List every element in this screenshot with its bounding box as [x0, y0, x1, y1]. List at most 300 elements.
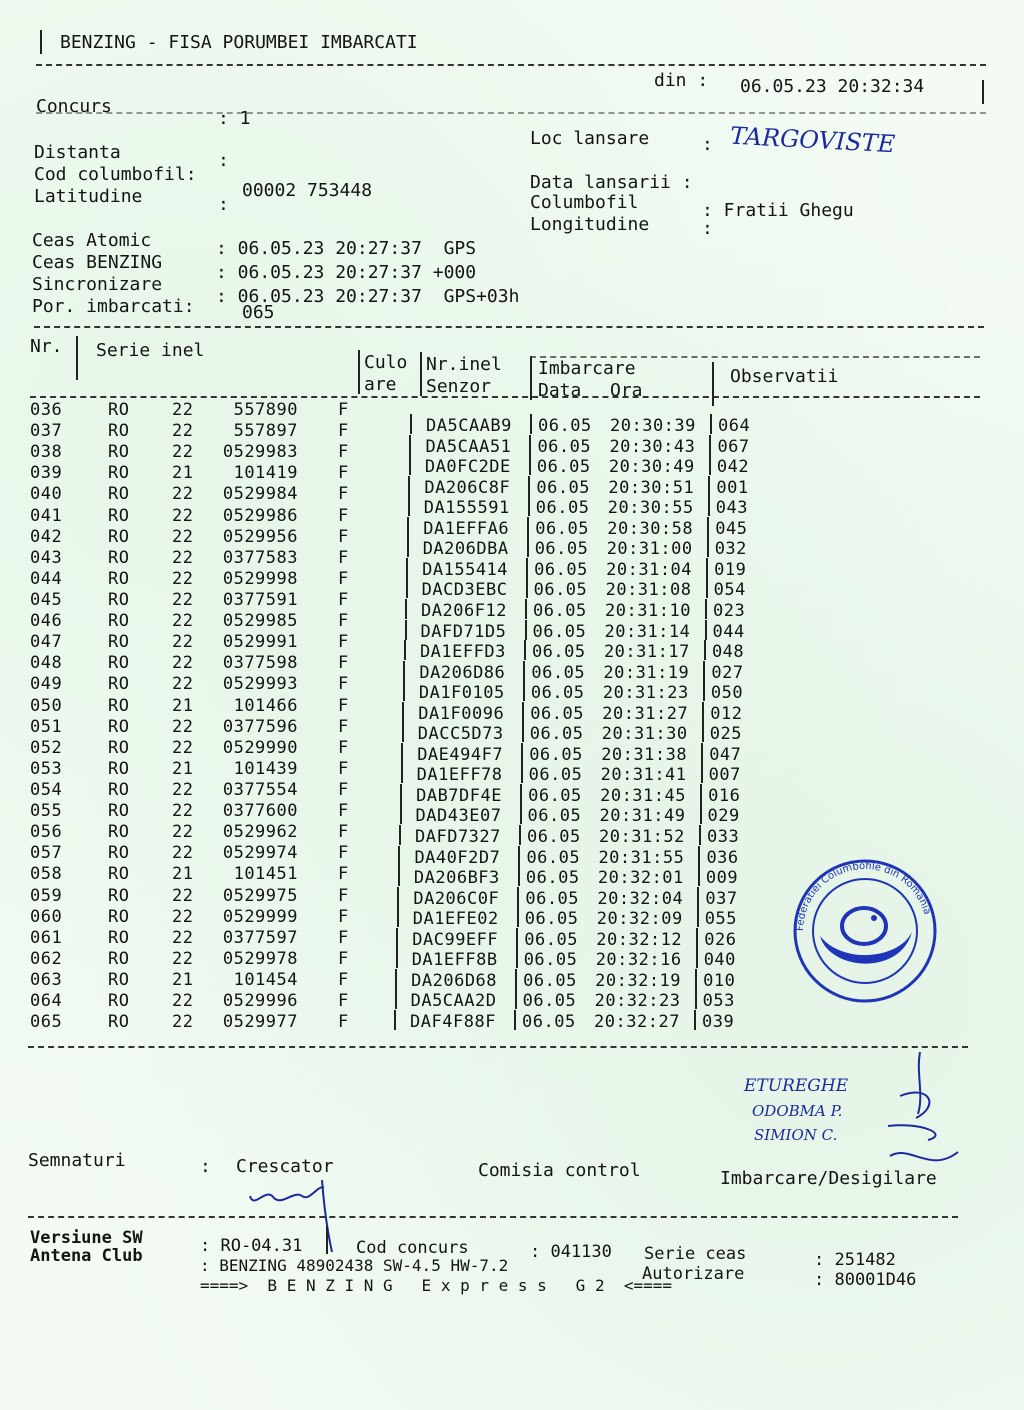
cell-date: 06.05 — [531, 642, 586, 663]
cell-sensor: DA1EFF8B — [411, 950, 498, 971]
cell-year: 21 — [172, 463, 194, 484]
cell-country: RO — [108, 864, 130, 885]
th-bottom-divider — [30, 396, 980, 398]
cell-time: 20:31:17 — [603, 642, 690, 663]
cell-sex: F — [338, 843, 349, 864]
row-divider — [404, 640, 406, 660]
cell-nr: 064 — [30, 991, 63, 1012]
longitudine-label: Longitudine — [530, 214, 650, 235]
cell-year: 22 — [172, 801, 194, 822]
row-divider — [516, 928, 518, 948]
cell-nr: 051 — [30, 716, 63, 737]
handwritten-name-3: SIMION C. — [754, 1126, 838, 1144]
row-divider — [518, 866, 520, 886]
cell-sensor: DA206D86 — [419, 662, 506, 683]
cell-time: 20:31:55 — [598, 847, 685, 868]
row-divider — [706, 578, 708, 598]
cell-nr: 050 — [30, 695, 63, 716]
cell-obs: 032 — [714, 539, 747, 560]
cell-country: RO — [108, 653, 130, 674]
cell-year: 22 — [172, 822, 194, 843]
row-divider — [514, 1010, 516, 1030]
row-divider — [695, 989, 697, 1009]
latitudine-value: : — [218, 194, 229, 215]
cell-obs: 001 — [716, 477, 749, 498]
cell-ring: 0529986 — [222, 505, 298, 526]
row-divider — [396, 928, 398, 948]
row-divider — [523, 661, 525, 681]
semnaturi-sep: : — [200, 1156, 211, 1177]
cell-country: RO — [108, 1012, 130, 1033]
autorizare-value: : 80001D46 — [814, 1270, 917, 1290]
row-divider — [700, 784, 702, 804]
cell-sensor: DAF4F88F — [410, 1011, 496, 1032]
cell-obs: 026 — [704, 929, 737, 950]
footer-bar — [326, 1226, 328, 1254]
cell-sex: F — [338, 526, 349, 547]
cell-ring: 0529975 — [222, 885, 298, 906]
row-divider — [527, 537, 529, 557]
cell-ring: 0377598 — [222, 653, 298, 674]
row-divider — [402, 722, 404, 742]
cell-ring: 0377596 — [222, 716, 298, 737]
cell-time: 20:31:41 — [600, 765, 687, 786]
cell-date: 06.05 — [524, 929, 578, 950]
cell-country: RO — [108, 611, 130, 632]
cell-time: 20:31:49 — [599, 806, 686, 827]
cell-date: 06.05 — [533, 580, 588, 601]
cell-nr: 052 — [30, 737, 63, 758]
cell-ring: 101466 — [233, 695, 298, 716]
cell-sex: F — [338, 463, 349, 484]
cell-sensor: DA40F2D7 — [414, 847, 501, 868]
cell-time: 20:31:00 — [606, 539, 693, 560]
cell-country: RO — [108, 632, 130, 653]
cell-year: 22 — [172, 421, 194, 442]
versiune-sw-value: : RO-04.31 — [200, 1236, 303, 1256]
cell-time: 20:30:55 — [607, 498, 694, 519]
cell-date: 06.05 — [530, 703, 584, 724]
cell-date: 06.05 — [522, 1011, 576, 1032]
th-nr-inel-2: Senzor — [426, 376, 492, 397]
cell-sex: F — [338, 484, 349, 505]
cell-sex: F — [338, 400, 349, 420]
row-divider — [515, 989, 517, 1009]
columbofil-value: : Fratii Ghegu — [702, 200, 854, 221]
row-divider — [697, 907, 699, 927]
row-divider — [408, 496, 410, 516]
cell-year: 22 — [172, 589, 194, 610]
row-divider — [398, 866, 400, 886]
cell-year: 22 — [172, 484, 194, 505]
cell-sensor: DAFD71D5 — [420, 621, 507, 642]
cell-nr: 049 — [30, 674, 63, 695]
cell-nr: 040 — [30, 484, 63, 505]
cell-nr: 038 — [30, 442, 63, 463]
cell-time: 20:31:08 — [605, 580, 692, 601]
cell-nr: 055 — [30, 801, 63, 822]
cell-ring: 0529962 — [222, 822, 298, 843]
cell-year: 22 — [172, 885, 194, 906]
cell-date: 06.05 — [533, 600, 587, 621]
header-divider-2 — [36, 112, 986, 114]
row-divider — [401, 763, 403, 783]
cell-year: 22 — [172, 843, 194, 864]
cell-date: 06.05 — [532, 621, 587, 642]
cell-date: 06.05 — [525, 888, 580, 909]
cell-date: 06.05 — [534, 539, 589, 560]
cell-nr: 048 — [30, 653, 63, 674]
cell-sensor: DA5CAAB9 — [426, 416, 512, 436]
cell-ring: 557897 — [233, 421, 298, 442]
cell-sex: F — [338, 969, 349, 990]
cell-year: 22 — [172, 716, 194, 737]
cell-year: 22 — [172, 547, 194, 568]
row-divider — [709, 435, 711, 455]
row-divider — [698, 866, 700, 886]
th-imbarcare: Imbarcare — [538, 358, 636, 379]
cell-nr: 045 — [30, 589, 63, 610]
cell-date: 06.05 — [523, 950, 578, 971]
federation-stamp — [790, 856, 940, 1006]
row-divider — [697, 887, 699, 907]
cell-country: RO — [108, 505, 130, 526]
footer-divider — [28, 1216, 958, 1218]
cell-sex: F — [338, 906, 349, 927]
row-divider — [518, 846, 520, 866]
cell-sex: F — [338, 505, 349, 526]
columbofil-label: Columbofil — [530, 192, 639, 213]
cell-country: RO — [108, 674, 130, 695]
cell-sensor: DACC5D73 — [417, 724, 504, 745]
cell-sex: F — [338, 885, 349, 906]
cell-date: 06.05 — [528, 765, 583, 786]
loc-lansare-sep: : — [702, 134, 713, 155]
cell-country: RO — [108, 801, 130, 822]
cell-ring: 0529990 — [222, 737, 298, 758]
cell-year: 21 — [172, 864, 194, 885]
cod-columbofil-value: 00002 753448 — [242, 180, 373, 201]
cell-sensor: DACD3EBC — [421, 580, 508, 601]
cell-sex: F — [338, 589, 349, 610]
row-divider — [395, 969, 397, 989]
cell-obs: 033 — [707, 827, 740, 847]
row-divider — [523, 681, 525, 701]
th-divider-serie — [358, 350, 360, 394]
cell-sensor: DA206C8F — [424, 477, 511, 498]
row-divider — [402, 702, 404, 722]
handwritten-signature — [840, 1044, 980, 1174]
cell-date: 06.05 — [535, 498, 590, 519]
cell-obs: 036 — [706, 847, 739, 868]
cell-time: 20:32:04 — [597, 888, 684, 909]
cell-sensor: DA206DBA — [422, 539, 509, 560]
cell-ring: 101439 — [233, 758, 298, 779]
cell-time: 20:32:23 — [594, 991, 681, 1012]
cell-nr: 036 — [30, 400, 63, 420]
cell-country: RO — [108, 421, 130, 442]
document-title: BENZING - FISA PORUMBEI IMBARCATI — [60, 32, 418, 53]
cell-time: 20:31:38 — [601, 744, 688, 765]
cell-time: 20:32:01 — [597, 868, 684, 889]
cell-ring: 0377591 — [222, 589, 298, 610]
row-divider — [526, 578, 528, 598]
cell-sensor: DA155414 — [422, 559, 509, 580]
cell-year: 22 — [172, 779, 194, 800]
cell-country: RO — [108, 589, 130, 610]
row-divider — [395, 989, 397, 1009]
row-divider — [702, 702, 704, 722]
cell-year: 22 — [172, 611, 194, 632]
cell-country: RO — [108, 758, 130, 779]
cell-time: 20:30:49 — [608, 457, 695, 478]
cell-obs: 016 — [708, 785, 741, 806]
cell-country: RO — [108, 526, 130, 547]
cell-time: 20:32:27 — [594, 1011, 680, 1032]
cell-time: 20:32:09 — [596, 909, 683, 930]
header-divider — [36, 64, 986, 66]
cell-sex: F — [338, 991, 349, 1012]
cell-obs: 042 — [716, 457, 750, 478]
cell-ring: 0529983 — [222, 442, 298, 463]
header-left-bar — [40, 30, 42, 54]
cell-nr: 062 — [30, 948, 63, 969]
cell-nr: 047 — [30, 632, 63, 653]
cell-time: 20:31:04 — [606, 559, 693, 580]
cell-obs: 040 — [703, 950, 736, 971]
row-divider — [702, 722, 704, 742]
row-divider — [397, 907, 399, 927]
row-divider — [701, 763, 703, 783]
row-divider — [397, 887, 399, 907]
th-divider-culoare — [420, 352, 422, 396]
cell-year: 22 — [172, 1012, 194, 1033]
autorizare-label: Autorizare — [642, 1264, 745, 1284]
cell-sensor: DA1EFE02 — [412, 909, 499, 930]
cell-nr: 039 — [30, 463, 63, 484]
serie-ceas-label: Serie ceas — [644, 1244, 747, 1264]
row-divider — [406, 558, 408, 578]
cell-sex: F — [338, 421, 349, 442]
row-divider — [707, 537, 709, 557]
cell-ring: 101454 — [233, 969, 298, 990]
por-imbarcati-value: 065 — [242, 302, 275, 323]
cell-obs: 045 — [715, 518, 748, 539]
data-lansarii-label: Data lansarii : — [530, 172, 693, 193]
row-divider — [406, 578, 408, 598]
cell-date: 06.05 — [529, 744, 583, 765]
cell-year: 22 — [172, 927, 194, 948]
cell-country: RO — [108, 568, 130, 589]
cell-time: 20:32:12 — [596, 929, 683, 950]
th-nr: Nr. — [30, 336, 63, 357]
row-divider — [522, 722, 524, 742]
row-divider — [527, 517, 529, 537]
row-divider — [409, 435, 411, 455]
cell-sex: F — [338, 801, 349, 822]
cell-ring: 0529977 — [222, 1012, 298, 1033]
cell-date: 06.05 — [525, 868, 580, 889]
antena-club-value: : BENZING 48902438 SW-4.5 HW-7.2 — [200, 1256, 509, 1275]
row-divider — [400, 784, 402, 804]
cell-nr: 044 — [30, 568, 63, 589]
row-divider — [403, 661, 405, 681]
row-divider — [705, 599, 707, 619]
loc-lansare-label: Loc lansare — [530, 128, 650, 149]
cell-time: 20:31:27 — [602, 703, 689, 724]
cell-obs: 009 — [705, 868, 739, 889]
row-divider — [410, 414, 412, 434]
cell-year: 22 — [172, 526, 194, 547]
sincronizare-value: : 06.05.23 20:27:37 GPS+03h — [216, 286, 520, 307]
latitudine-label: Latitudine — [34, 186, 143, 207]
row-divider — [521, 763, 523, 783]
row-divider — [407, 537, 409, 557]
cell-obs: 050 — [710, 683, 744, 704]
cell-country: RO — [108, 779, 130, 800]
row-divider — [708, 496, 710, 516]
cell-date: 06.05 — [529, 724, 584, 745]
cell-year: 22 — [172, 948, 194, 969]
cell-sex: F — [338, 674, 349, 695]
th-serie-inel: Serie inel — [96, 340, 205, 361]
row-divider — [398, 846, 400, 866]
cell-obs: 039 — [702, 1011, 735, 1032]
cell-sex: F — [338, 779, 349, 800]
cell-country: RO — [108, 695, 130, 716]
row-divider — [708, 476, 710, 496]
cell-date: 06.05 — [526, 847, 581, 868]
brand-line: ====> B E N Z I N G E x p r e s s G 2 <==== — [200, 1276, 673, 1295]
info-divider — [34, 326, 984, 328]
row-divider — [710, 414, 712, 434]
row-divider — [706, 558, 708, 578]
cell-country: RO — [108, 822, 130, 843]
cell-date: 06.05 — [535, 518, 589, 539]
cell-sensor: DA1EFF78 — [416, 765, 503, 786]
row-divider — [703, 681, 705, 701]
th-top-divider — [530, 356, 980, 358]
row-divider — [515, 969, 517, 989]
cell-obs: 044 — [712, 621, 745, 642]
cell-ring: 0377583 — [222, 547, 298, 568]
concurs-label: Concurs — [36, 96, 112, 117]
th-observatii: Observatii — [730, 366, 839, 387]
cell-sex: F — [338, 864, 349, 885]
cell-sensor: DA0FC2DE — [424, 457, 511, 478]
stamp-ring-text: Federatiei Columbofile din Romania — [794, 860, 933, 932]
row-divider — [529, 435, 531, 455]
th-nr-inel-1: Nr.inel — [426, 354, 502, 375]
row-divider — [528, 476, 530, 496]
versiune-sw-label: Versiune SW — [30, 1228, 143, 1248]
cell-date: 06.05 — [522, 991, 577, 1012]
cell-country: RO — [108, 442, 130, 463]
cell-time: 20:31:30 — [601, 724, 688, 745]
row-divider — [520, 784, 522, 804]
header-right-bar — [982, 80, 984, 104]
cell-year: 22 — [172, 442, 194, 463]
cell-ring: 0529993 — [222, 674, 298, 695]
cell-obs: 067 — [717, 436, 750, 457]
ceas-benzing-label: Ceas BENZING — [32, 252, 163, 273]
cell-ring: 0377600 — [222, 801, 298, 822]
cell-sex: F — [338, 632, 349, 653]
concurs-value: : 1 — [218, 108, 251, 129]
cell-date: 06.05 — [534, 559, 588, 580]
serie-ceas-value: : 251482 — [814, 1250, 896, 1270]
cell-year: 22 — [172, 653, 194, 674]
cell-date: 06.05 — [531, 662, 586, 683]
cell-year: 22 — [172, 991, 194, 1012]
cell-ring: 0529999 — [222, 906, 298, 927]
cell-time: 20:32:19 — [595, 970, 682, 991]
cell-sensor: DAB7DF4E — [416, 785, 502, 806]
cell-year: 22 — [172, 737, 194, 758]
cell-sensor: DA155591 — [423, 498, 510, 519]
row-divider — [516, 948, 518, 968]
cell-time: 20:32:16 — [595, 950, 682, 971]
cell-date: 06.05 — [538, 416, 592, 436]
cell-sex: F — [338, 568, 349, 589]
th-divider-nrinel — [530, 356, 532, 400]
cell-nr: 065 — [30, 1012, 63, 1033]
cell-ring: 0529985 — [222, 611, 298, 632]
row-divider — [705, 620, 707, 640]
cell-obs: 037 — [705, 888, 738, 909]
cell-obs: 055 — [704, 909, 738, 930]
cell-sensor: DA1F0105 — [418, 683, 505, 704]
cell-obs: 043 — [715, 498, 749, 519]
cell-sex: F — [338, 442, 349, 463]
imbarcare-desigilare-label: Imbarcare/Desigilare — [720, 1168, 937, 1189]
cell-time: 20:30:58 — [607, 518, 694, 539]
cell-nr: 043 — [30, 547, 63, 568]
cell-time: 20:30:51 — [608, 477, 695, 498]
cell-year: 21 — [172, 695, 194, 716]
cell-sex: F — [338, 716, 349, 737]
cell-sensor: DA1EFFD3 — [419, 642, 506, 663]
cell-sensor: DAFD7327 — [415, 827, 501, 847]
row-divider — [526, 558, 528, 578]
din-label: din : — [654, 70, 709, 91]
cell-country: RO — [108, 991, 130, 1012]
cell-country: RO — [108, 463, 130, 484]
cell-date: 06.05 — [524, 909, 579, 930]
cod-concurs-label: Cod concurs — [356, 1238, 469, 1258]
handwritten-name-2: ODOBMA P. — [752, 1102, 843, 1120]
cell-country: RO — [108, 716, 130, 737]
cell-sex: F — [338, 737, 349, 758]
row-divider — [517, 907, 519, 927]
cell-nr: 054 — [30, 779, 63, 800]
cell-sex: F — [338, 758, 349, 779]
cell-sensor: DA5CAA51 — [425, 436, 512, 457]
row-divider — [709, 455, 711, 475]
cell-year: 22 — [172, 632, 194, 653]
cell-obs: 048 — [711, 642, 745, 663]
loc-lansare-value: TARGOVISTE — [729, 121, 896, 159]
row-divider — [408, 476, 410, 496]
cell-ring: 557890 — [233, 400, 298, 420]
row-divider — [522, 702, 524, 722]
antena-club-label: Antena Club — [30, 1246, 143, 1266]
row-divider — [696, 928, 698, 948]
distanta-label: Distanta — [34, 142, 121, 163]
cell-date: 06.05 — [523, 970, 577, 991]
row-divider — [695, 969, 697, 989]
row-divider — [701, 743, 703, 763]
